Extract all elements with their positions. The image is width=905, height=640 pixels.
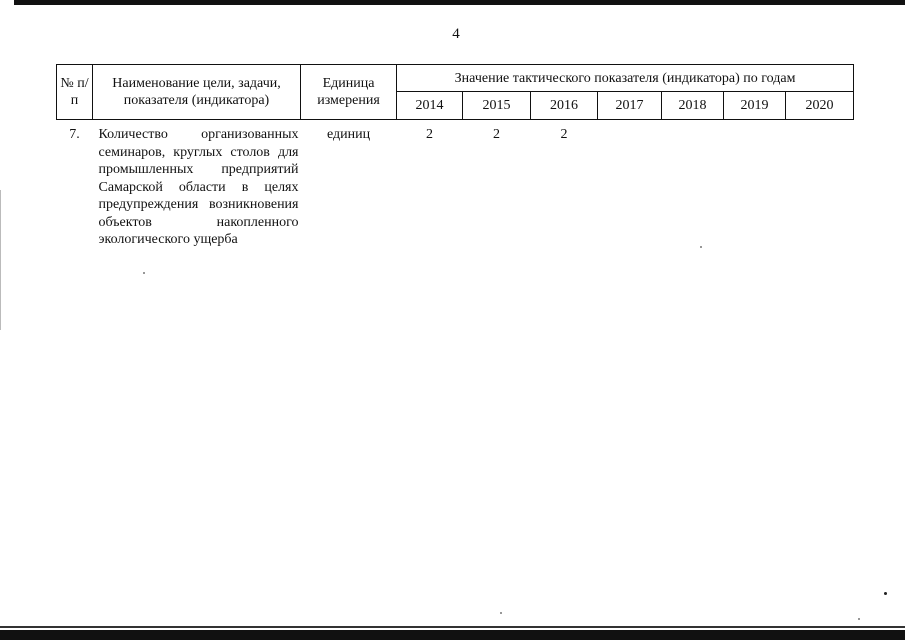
header-year-2018: 2018 — [662, 92, 724, 120]
scan-speck — [143, 272, 145, 274]
row-value-2015: 2 — [493, 127, 500, 142]
header-year-2020: 2020 — [786, 92, 854, 120]
header-unit: Единица измерения — [301, 65, 397, 120]
header-year-2014: 2014 — [397, 92, 463, 120]
scan-edge-left — [0, 190, 1, 330]
table-row — [57, 120, 854, 249]
row-value-2016: 2 — [560, 127, 568, 142]
scan-speck — [884, 592, 887, 595]
scan-speck — [858, 618, 860, 620]
header-values-group: Значение тактического показателя (индикатора) по годам — [397, 65, 854, 92]
header-year-2019: 2019 — [724, 92, 786, 120]
header-year-2015: 2015 — [463, 92, 531, 120]
header-number: № п/п — [57, 65, 93, 120]
header-year-2017: 2017 — [598, 92, 662, 120]
page-number: 4 — [452, 26, 460, 42]
row-value-2018 — [662, 120, 724, 249]
row-value-2017 — [598, 120, 662, 249]
table-header-row — [57, 65, 854, 92]
scan-border-top — [14, 0, 905, 5]
row-value-2014: 2 — [426, 127, 433, 142]
row-name: Количество организованных семинаров, круглых столов для промышленных предприятий Самарской области в целях предупреждения возникновения объектов накопленного экологического ущерба — [98, 127, 299, 247]
scan-speck — [700, 246, 702, 248]
row-value-2019 — [724, 120, 786, 249]
row-unit: единиц — [326, 127, 371, 142]
row-value-2020 — [786, 120, 854, 249]
header-name: Наименование цели, задачи, показателя (индикатора) — [93, 65, 301, 120]
scan-speck — [500, 612, 502, 614]
indicators-table — [56, 64, 854, 249]
scan-border-bottom-thin — [0, 626, 905, 628]
scan-border-bottom — [0, 630, 905, 640]
header-year-2016: 2016 — [531, 92, 598, 120]
row-number: 7. — [69, 127, 80, 142]
